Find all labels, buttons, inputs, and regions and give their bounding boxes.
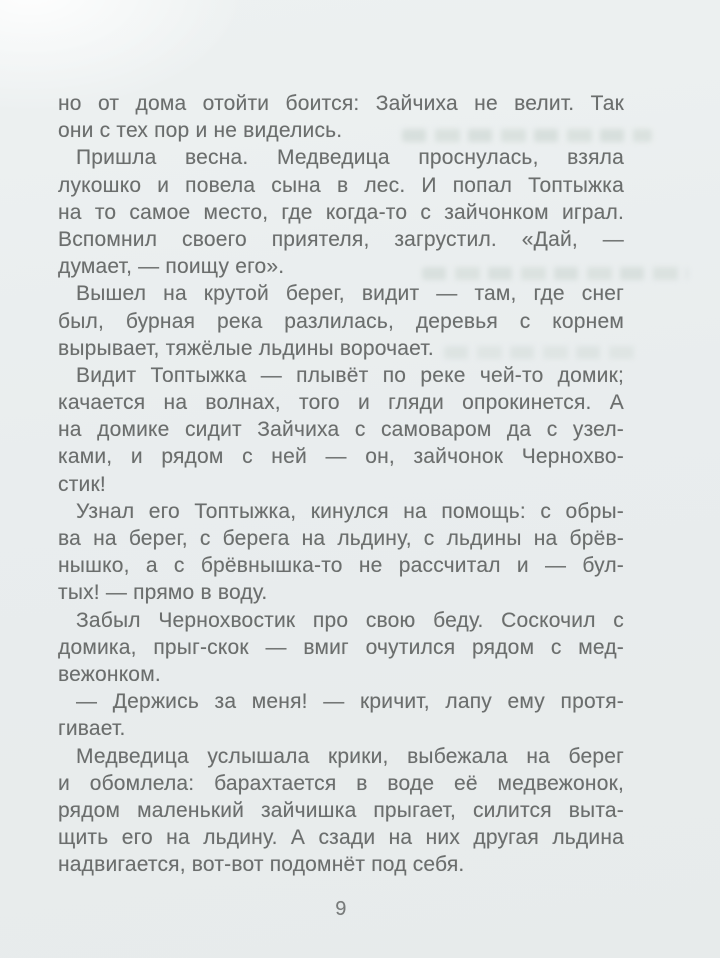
text-line: но от дома отойти боится: Зайчиха не велит. Так bbox=[58, 92, 624, 115]
paragraph bbox=[58, 688, 624, 742]
paragraph bbox=[58, 90, 624, 144]
text-line: и обомлела: барахтается в воде её медвежонок, bbox=[58, 771, 624, 795]
text-line: гивает. bbox=[58, 717, 126, 741]
story-text bbox=[58, 90, 624, 878]
text-line: вежонком. bbox=[58, 662, 161, 686]
text-line: на то самое место, где когда-то с зайчонком играл. bbox=[58, 200, 624, 224]
paragraph bbox=[58, 498, 624, 607]
text-line: щить его на льдину. А сзади на них другая льдина bbox=[58, 826, 624, 850]
text-line: лукошко и повела сына в лес. И попал Топтыжка bbox=[58, 173, 624, 197]
text-line: Вспомнил своего приятеля, загрустил. «Дай, — bbox=[58, 227, 624, 251]
text-line: стик! bbox=[58, 472, 106, 496]
text-line: Забыл Чернохвостик про свою беду. Соскочил с bbox=[76, 608, 624, 632]
text-line: Пришла весна. Медведица проснулась, взяла bbox=[76, 146, 624, 170]
text-line: рядом маленький зайчишка прыгает, силится выта- bbox=[58, 798, 624, 822]
text-line: ва на берег, с берега на льдину, с льдины на брёв- bbox=[58, 527, 624, 550]
paragraph bbox=[58, 607, 624, 689]
text-line: был, бурная река разлилась, деревья с корнем bbox=[58, 309, 624, 333]
text-line: надвигается, вот-вот подомнёт под себя. bbox=[58, 853, 465, 877]
paragraph bbox=[58, 743, 624, 879]
text-line: тых! — прямо в воду. bbox=[58, 581, 268, 605]
text-line: Видит Топтыжка — плывёт по реке чей-то домик; bbox=[76, 363, 624, 387]
text-line: домика, прыг-скок — вмиг очутился рядом с мед- bbox=[58, 635, 624, 659]
text-line: Узнал его Топтыжка, кинулся на помощь: с обры- bbox=[76, 499, 624, 523]
paragraph bbox=[58, 144, 624, 280]
paragraph bbox=[58, 362, 624, 498]
text-line: вырывает, тяжёлые льдины ворочает. bbox=[58, 336, 434, 360]
text-line: качается на волнах, того и гляди опрокинется. А bbox=[58, 391, 624, 415]
text-line: Медведица услышала крики, выбежала на берег bbox=[76, 744, 624, 768]
text-line: они с тех пор и не виделись. bbox=[58, 119, 343, 143]
text-line: ками, и рядом с ней — он, зайчонок Чернохво- bbox=[58, 445, 624, 469]
text-line: нышко, а с брёвнышка-то не рассчитал и — бул- bbox=[58, 554, 624, 578]
text-line: на домике сидит Зайчиха с самоваром да с узел- bbox=[58, 418, 624, 442]
page-number: 9 bbox=[335, 898, 347, 920]
text-line: думает, — поищу его». bbox=[58, 255, 285, 279]
paragraph bbox=[58, 280, 624, 362]
text-line: — Держись за меня! — кричит, лапу ему протя- bbox=[76, 690, 624, 714]
text-line: Вышел на крутой берег, видит — там, где снег bbox=[76, 282, 624, 306]
